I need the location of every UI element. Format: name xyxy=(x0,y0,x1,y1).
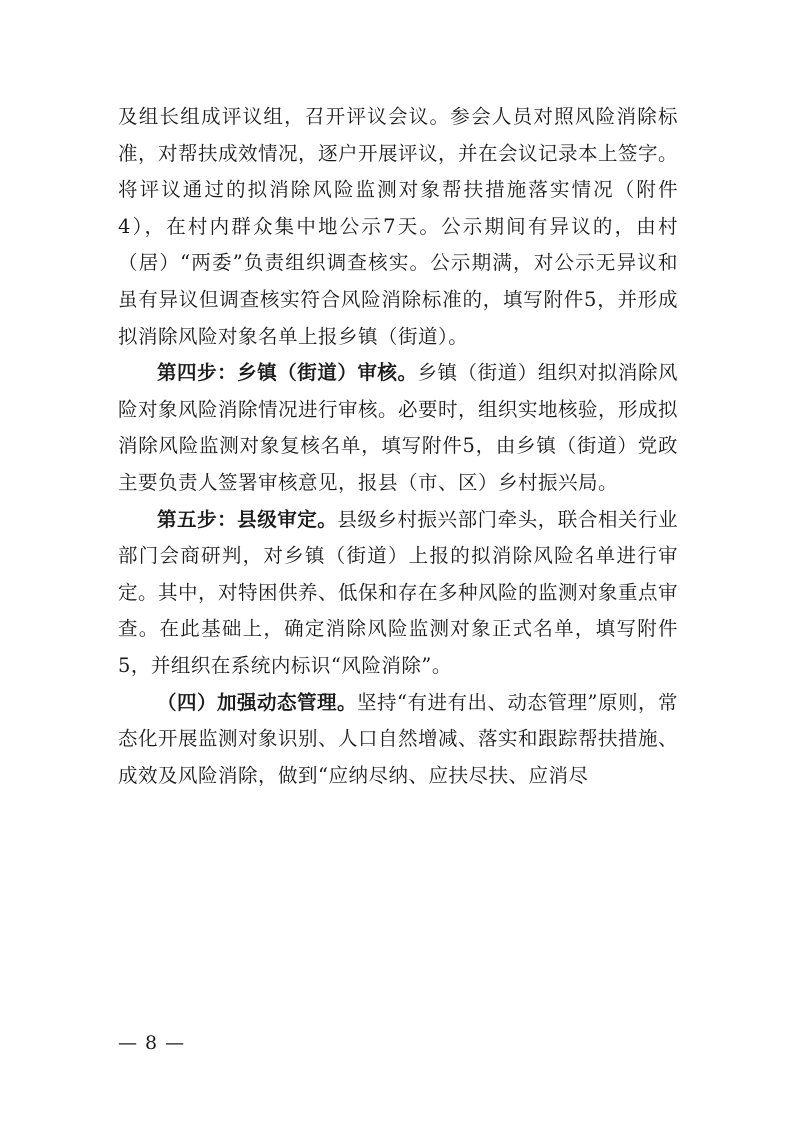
paragraph-section-four xyxy=(118,685,678,795)
step-five-heading: 第五步：县级审定。 xyxy=(157,507,338,531)
paragraph-continuation xyxy=(118,99,678,355)
section-four-heading: （四）加强动态管理。 xyxy=(157,690,358,714)
paragraph-text: 县级乡村振兴部门牵头，联合相关行业部门会商研判，对乡镇（街道）上报的拟消除风险名单进行审定。其中，对特困供养、低保和存在多种风险的监测对象重点审查。在此基础上，确定消除风险监测对象正式名单，填写附件5，并组织在系统内标识“风险消除”。 xyxy=(118,507,679,677)
paragraph-step-five xyxy=(118,502,678,685)
paragraph-text: 乡镇（街道）组织对拟消除风险对象风险消除情况进行审核。必要时，组织实地核验，形成拟消除风险监测对象复核名单，填写附件5，由乡镇（街道）党政主要负责人签署审核意见，报县（市、区）乡村振兴局。 xyxy=(118,361,679,494)
page-number: — 8 — xyxy=(118,1032,186,1054)
paragraph-text: 及组长组成评议组，召开评议会议。参会人员对照风险消除标准，对帮扶成效情况，逐户开展评议，并在会议记录本上签字。将评议通过的拟消除风险监测对象帮扶措施落实情况（附件4），在村内群众集中地公示7天。公示期间有异议的，由村（居）“两委”负责组织调查核实。公示期满，对公示无异议和虽有异议但调查核实符合风险消除标准的，填写附件5，并形成拟消除风险对象名单上报乡镇（街道）。 xyxy=(118,105,679,348)
step-four-heading: 第四步：乡镇（街道）审核。 xyxy=(157,361,418,385)
paragraph-text: 坚持“有进有出、动态管理”原则，常态化开展监测对象识别、人口自然增减、落实和跟踪帮扶措施、成效及风险消除，做到“应纳尽纳、应扶尽扶、应消尽 xyxy=(118,690,679,787)
document-body xyxy=(118,99,678,794)
paragraph-step-four xyxy=(118,355,678,501)
